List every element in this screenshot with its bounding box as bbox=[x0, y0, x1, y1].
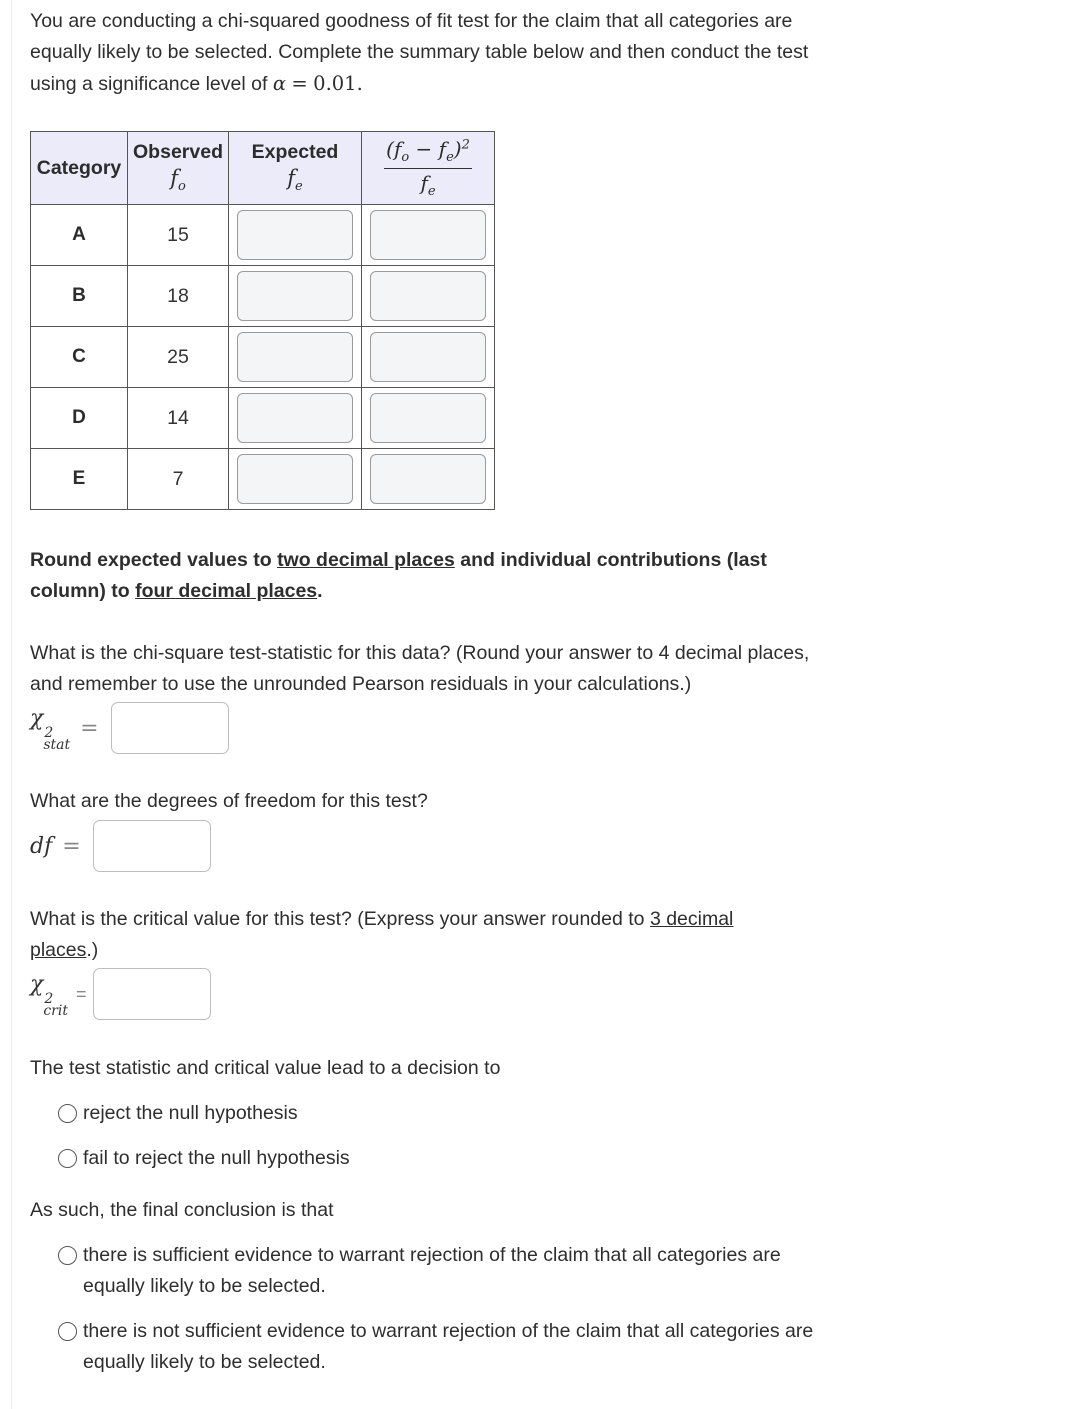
expected-input-c[interactable] bbox=[237, 332, 353, 382]
table-row bbox=[31, 327, 495, 388]
expected-input-b[interactable] bbox=[237, 271, 353, 321]
intro-sentence: You are conducting a chi-squared goodness of fit test for the claim that all categories are equally likely to be selected. Complete the summary table below and then conduct the test using a significance level of bbox=[30, 10, 809, 95]
table-row bbox=[31, 449, 495, 510]
equals-sign: = bbox=[80, 715, 99, 741]
alpha-equals: = bbox=[291, 72, 308, 95]
radio-icon[interactable] bbox=[58, 1322, 77, 1341]
header-expected: Expected $f_e$ bbox=[229, 132, 362, 205]
observed-cell: 18 bbox=[128, 266, 229, 327]
summary-table bbox=[30, 131, 495, 510]
two-decimal-places-link[interactable]: two decimal places bbox=[277, 549, 455, 571]
category-cell: C bbox=[31, 327, 128, 388]
degrees-of-freedom-question: What are the degrees of freedom for this test? bbox=[30, 790, 428, 812]
header-contribution: $\frac{(f_o - f_e)^2}{f_e}$ bbox=[362, 132, 495, 205]
df-answer-row bbox=[30, 820, 211, 872]
test-statistic-input[interactable] bbox=[111, 702, 229, 754]
observed-cell: 14 bbox=[128, 388, 229, 449]
conclusion-option-sufficient[interactable]: there is sufficient evidence to warrant rejection of the claim that all categories are equally likely to be selected. bbox=[58, 1240, 838, 1302]
table-row bbox=[31, 388, 495, 449]
df-label: df bbox=[30, 833, 53, 859]
expected-input-e[interactable] bbox=[237, 454, 353, 504]
radio-icon[interactable] bbox=[58, 1246, 77, 1265]
category-cell: A bbox=[31, 205, 128, 266]
observed-cell: 15 bbox=[128, 205, 229, 266]
alpha-value: 0.01. bbox=[313, 72, 363, 95]
degrees-of-freedom-input[interactable] bbox=[93, 820, 211, 872]
contribution-input-c[interactable] bbox=[370, 332, 486, 382]
equals-sign: = bbox=[62, 833, 81, 859]
test-statistic-question: What is the chi-square test-statistic for this data? (Round your answer to 4 decimal places, and remember to use the unrounded Pearson residuals in your calculations.) bbox=[30, 642, 810, 695]
critical-value-answer-row bbox=[30, 968, 211, 1020]
intro-text bbox=[30, 6, 830, 100]
radio-icon[interactable] bbox=[58, 1104, 77, 1123]
contribution-input-d[interactable] bbox=[370, 393, 486, 443]
table-row bbox=[31, 266, 495, 327]
decision-prompt: The test statistic and critical value lead to a decision to bbox=[30, 1057, 501, 1079]
critical-value-question: What is the critical value for this test? (Express your answer rounded to 3 decimal places.) bbox=[30, 908, 734, 961]
equals-sign: = bbox=[75, 983, 87, 1004]
test-statistic-answer-row bbox=[30, 702, 229, 754]
four-decimal-places-link[interactable]: four decimal places bbox=[135, 580, 318, 602]
observed-cell: 25 bbox=[128, 327, 229, 388]
category-cell: B bbox=[31, 266, 128, 327]
decision-option-reject[interactable]: reject the null hypothesis bbox=[58, 1098, 838, 1129]
three-decimal-places-link[interactable]: 3 decimal places bbox=[30, 908, 734, 961]
contribution-input-b[interactable] bbox=[370, 271, 486, 321]
contribution-input-a[interactable] bbox=[370, 210, 486, 260]
category-cell: E bbox=[31, 449, 128, 510]
table-header-row bbox=[31, 132, 495, 205]
rounding-instructions: Round expected values to two decimal places and individual contributions (last column) to four decimal places. bbox=[30, 549, 767, 602]
chi-crit-label: χ 2 crit bbox=[30, 971, 68, 1019]
contribution-input-e[interactable] bbox=[370, 454, 486, 504]
decision-option-fail-to-reject[interactable]: fail to reject the null hypothesis bbox=[58, 1143, 838, 1174]
left-border bbox=[11, 0, 12, 1409]
alpha-symbol: α bbox=[272, 72, 286, 95]
table-row bbox=[31, 205, 495, 266]
observed-cell: 7 bbox=[128, 449, 229, 510]
radio-icon[interactable] bbox=[58, 1149, 77, 1168]
expected-input-a[interactable] bbox=[237, 210, 353, 260]
category-cell: D bbox=[31, 388, 128, 449]
chi-stat-label: χ 2 stat bbox=[30, 705, 71, 753]
conclusion-prompt: As such, the final conclusion is that bbox=[30, 1199, 334, 1221]
conclusion-option-not-sufficient[interactable]: there is not sufficient evidence to warrant rejection of the claim that all categories are equally likely to be selected. bbox=[58, 1316, 838, 1378]
expected-input-d[interactable] bbox=[237, 393, 353, 443]
critical-value-input[interactable] bbox=[93, 968, 211, 1020]
header-observed: Observed $f_o$ bbox=[128, 132, 229, 205]
header-category: Category bbox=[31, 132, 128, 205]
